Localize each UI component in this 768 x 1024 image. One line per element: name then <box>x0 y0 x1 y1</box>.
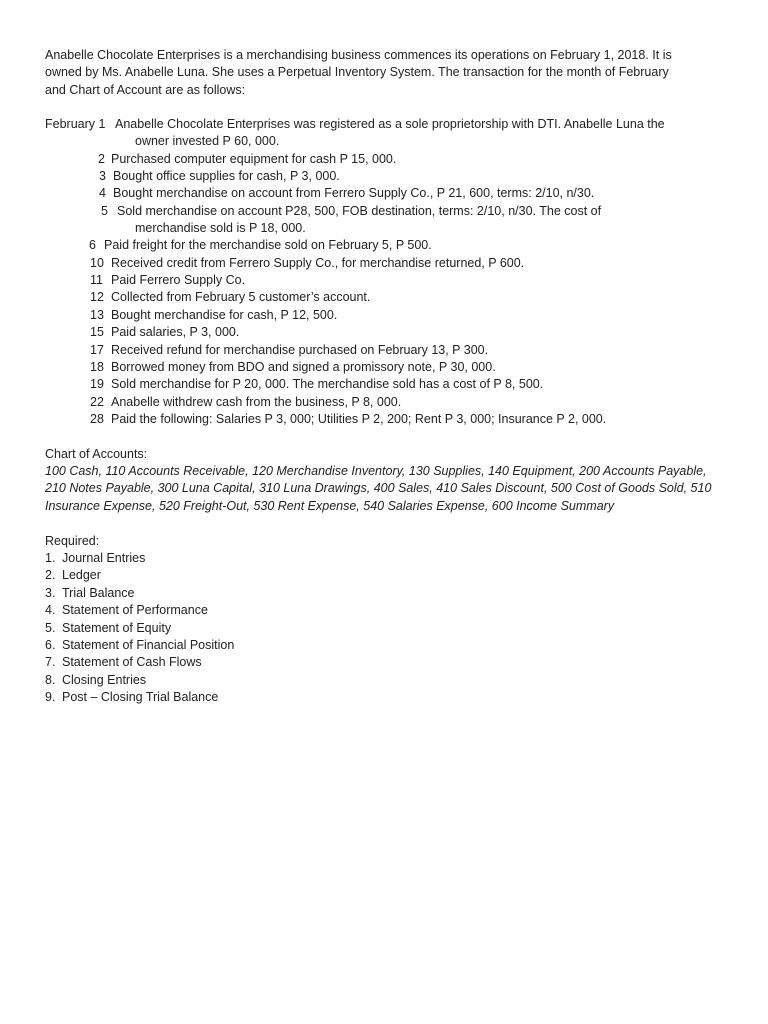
required-heading: Required: <box>45 534 100 548</box>
transaction-text: Received credit from Ferrero Supply Co., for merchandise returned, P 600. <box>111 256 525 270</box>
list-item: Journal Entries <box>62 551 146 565</box>
intro-line: Anabelle Chocolate Enterprises is a merchandising business commences its operations on February 1, 2018. It is <box>45 48 672 62</box>
list-number: 6. <box>45 638 56 652</box>
transaction-date: 15 <box>90 325 104 339</box>
transaction-text: Sold merchandise for P 20, 000. The merchandise sold has a cost of P 8, 500. <box>111 377 544 391</box>
transaction-text: Purchased computer equipment for cash P 15, 000. <box>111 152 397 166</box>
transaction-text: Borrowed money from BDO and signed a promissory note, P 30, 000. <box>111 360 496 374</box>
transaction-text: Paid freight for the merchandise sold on February 5, P 500. <box>104 238 432 252</box>
list-number: 4. <box>45 603 56 617</box>
transaction-date: 19 <box>90 377 104 391</box>
transaction-text: Anabelle Chocolate Enterprises was registered as a sole proprietorship with DTI. Anabelle Luna the <box>115 117 665 131</box>
transaction-text: Bought office supplies for cash, P 3, 000. <box>113 169 340 183</box>
chart-of-accounts-heading: Chart of Accounts: <box>45 447 148 461</box>
list-number: 7. <box>45 655 56 669</box>
transaction-date: 10 <box>90 256 104 270</box>
transaction-text: Paid salaries, P 3, 000. <box>111 325 240 339</box>
list-item: Statement of Financial Position <box>62 638 235 652</box>
transaction-text: Paid the following: Salaries P 3, 000; Utilities P 2, 200; Rent P 3, 000; Insurance P 2, 000. <box>111 412 607 426</box>
list-item: Post – Closing Trial Balance <box>62 690 219 704</box>
intro-line: and Chart of Account are as follows: <box>45 83 246 97</box>
transaction-date: 22 <box>90 395 104 409</box>
chart-of-accounts-line: Insurance Expense, 520 Freight-Out, 530 Rent Expense, 540 Salaries Expense, 600 Income Summary <box>45 499 615 513</box>
transaction-date: 6 <box>89 238 96 252</box>
transaction-text: Anabelle withdrew cash from the business, P 8, 000. <box>111 395 402 409</box>
list-item: Statement of Performance <box>62 603 208 617</box>
transaction-text-continued: merchandise sold is P 18, 000. <box>135 221 306 235</box>
list-item: Ledger <box>62 568 101 582</box>
intro-line: owned by Ms. Anabelle Luna. She uses a Perpetual Inventory System. The transaction for the month of February <box>45 65 669 79</box>
transaction-text: Received refund for merchandise purchased on February 13, P 300. <box>111 343 489 357</box>
transaction-date: 4 <box>99 186 106 200</box>
transaction-text-continued: owner invested P 60, 000. <box>135 134 280 148</box>
transaction-date: 11 <box>90 273 103 287</box>
transaction-text: Collected from February 5 customer’s account. <box>111 290 371 304</box>
transaction-text: Sold merchandise on account P28, 500, FOB destination, terms: 2/10, n/30. The cost of <box>117 204 602 218</box>
transaction-date: February 1 <box>45 117 106 131</box>
chart-of-accounts-line: 100 Cash, 110 Accounts Receivable, 120 Merchandise Inventory, 130 Supplies, 140 Equipment, 200 Accounts Payable, <box>45 464 707 478</box>
transaction-date: 17 <box>90 343 104 357</box>
list-item: Closing Entries <box>62 673 147 687</box>
chart-of-accounts-line: 210 Notes Payable, 300 Luna Capital, 310 Luna Drawings, 400 Sales, 410 Sales Discount, 500 Cost of Goods Sold, 510 <box>45 481 712 495</box>
transaction-date: 3 <box>99 169 106 183</box>
transaction-text: Bought merchandise on account from Ferrero Supply Co., P 21, 600, terms: 2/10, n/30. <box>113 186 595 200</box>
list-number: 1. <box>45 551 56 565</box>
list-item: Statement of Cash Flows <box>62 655 202 669</box>
transaction-date: 12 <box>90 290 104 304</box>
transaction-date: 18 <box>90 360 104 374</box>
transaction-date: 13 <box>90 308 104 322</box>
list-number: 3. <box>45 586 56 600</box>
transaction-text: Paid Ferrero Supply Co. <box>111 273 246 287</box>
transaction-date: 2 <box>98 152 105 166</box>
list-number: 8. <box>45 673 56 687</box>
list-number: 5. <box>45 621 56 635</box>
transaction-text: Bought merchandise for cash, P 12, 500. <box>111 308 338 322</box>
list-item: Statement of Equity <box>62 621 172 635</box>
transaction-date: 5 <box>101 204 108 218</box>
list-number: 9. <box>45 690 56 704</box>
list-number: 2. <box>45 568 56 582</box>
transaction-date: 28 <box>90 412 104 426</box>
list-item: Trial Balance <box>62 586 135 600</box>
